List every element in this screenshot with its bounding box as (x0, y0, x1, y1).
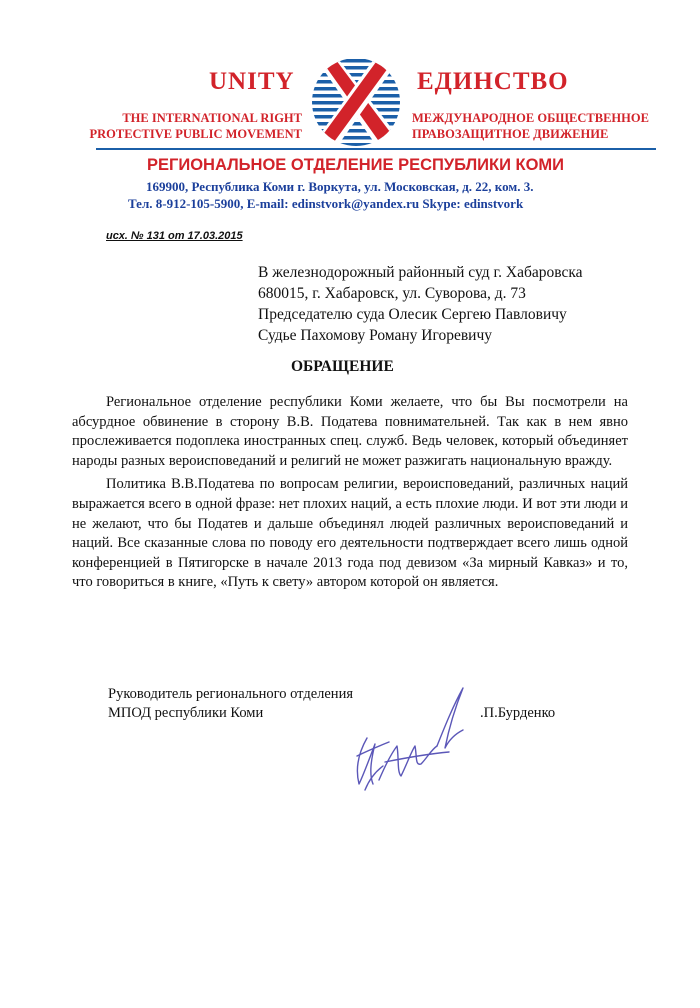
subtitle-ru-line-2: ПРАВОЗАЩИТНОЕ ДВИЖЕНИЕ (412, 127, 609, 141)
brand-name-ru: ЕДИНСТВО (417, 68, 569, 95)
subtitle-ru-line-1: МЕЖДУНАРОДНОЕ ОБЩЕСТВЕННОЕ (412, 111, 649, 125)
addressee-line: В железнодорожный районный суд г. Хабаровска (258, 264, 583, 281)
region-title: РЕГИОНАЛЬНОЕ ОТДЕЛЕНИЕ РЕСПУБЛИКИ КОМИ (147, 156, 565, 174)
signature-block (108, 685, 353, 723)
body-paragraph: Политика В.В.Податева по вопросам религии, вероисповеданий, различных наций выражается всего в одной фразе: нет плохих наций, а есть плохие люди. И вот эти люди и не желают, что бы Податев и дальше объединял людей различных вероисповеданий и наций. Все сказанные слова по поводу его деятельности подтверждает всего лишь одной конференцией в Пятигорске в начале 2013 года под девизом «За мирный Кавказ» и то, что говориться в книге, «Путь к свету» автором которой он является. (72, 476, 628, 591)
subtitle-en-line-1: THE INTERNATIONAL RIGHT (122, 111, 302, 125)
header-divider (96, 148, 656, 150)
brand-name-en: UNITY (209, 68, 295, 95)
signatory-organization: МПОД республики Коми (108, 705, 264, 721)
subtitle-en (70, 110, 302, 142)
outgoing-reference: исх. № 131 от 17.03.2015 (106, 230, 243, 242)
region-address: 169900, Республика Коми г. Воркута, ул. Московская, д. 22, ком. 3. (146, 179, 534, 194)
document-title: ОБРАЩЕНИЕ (291, 358, 394, 375)
handwritten-signature-icon (345, 680, 485, 795)
addressee-line: Судье Пахомову Роману Игоревичу (258, 327, 492, 344)
signatory-position: Руководитель регионального отделения (108, 686, 353, 702)
unity-logo-icon (310, 56, 402, 148)
subtitle-ru (412, 110, 649, 142)
addressee-block (258, 262, 583, 346)
region-contacts: Тел. 8-912-105-5900, E-mail: edinstvork@yandex.ru Skype: edinstvork (128, 196, 524, 211)
document-body (72, 393, 628, 597)
addressee-line: 680015, г. Хабаровск, ул. Суворова, д. 73 (258, 285, 526, 302)
body-paragraph: Региональное отделение республики Коми желаете, что бы Вы посмотрели на абсурдное обвинение в сторону В.В. Податева повнимательней. Так как в нем явно прослеживается подоплека иностранных спец. служб. Ведь человек, который объединяет народы разных вероисповеданий и религий не может разжигать национальную вражду. (72, 394, 628, 469)
subtitle-en-line-2: PROTECTIVE PUBLIC MOVEMENT (89, 127, 302, 141)
signatory-name: .П.Бурденко (480, 705, 556, 721)
addressee-line: Председателю суда Олесик Сергею Павловичу (258, 306, 567, 323)
